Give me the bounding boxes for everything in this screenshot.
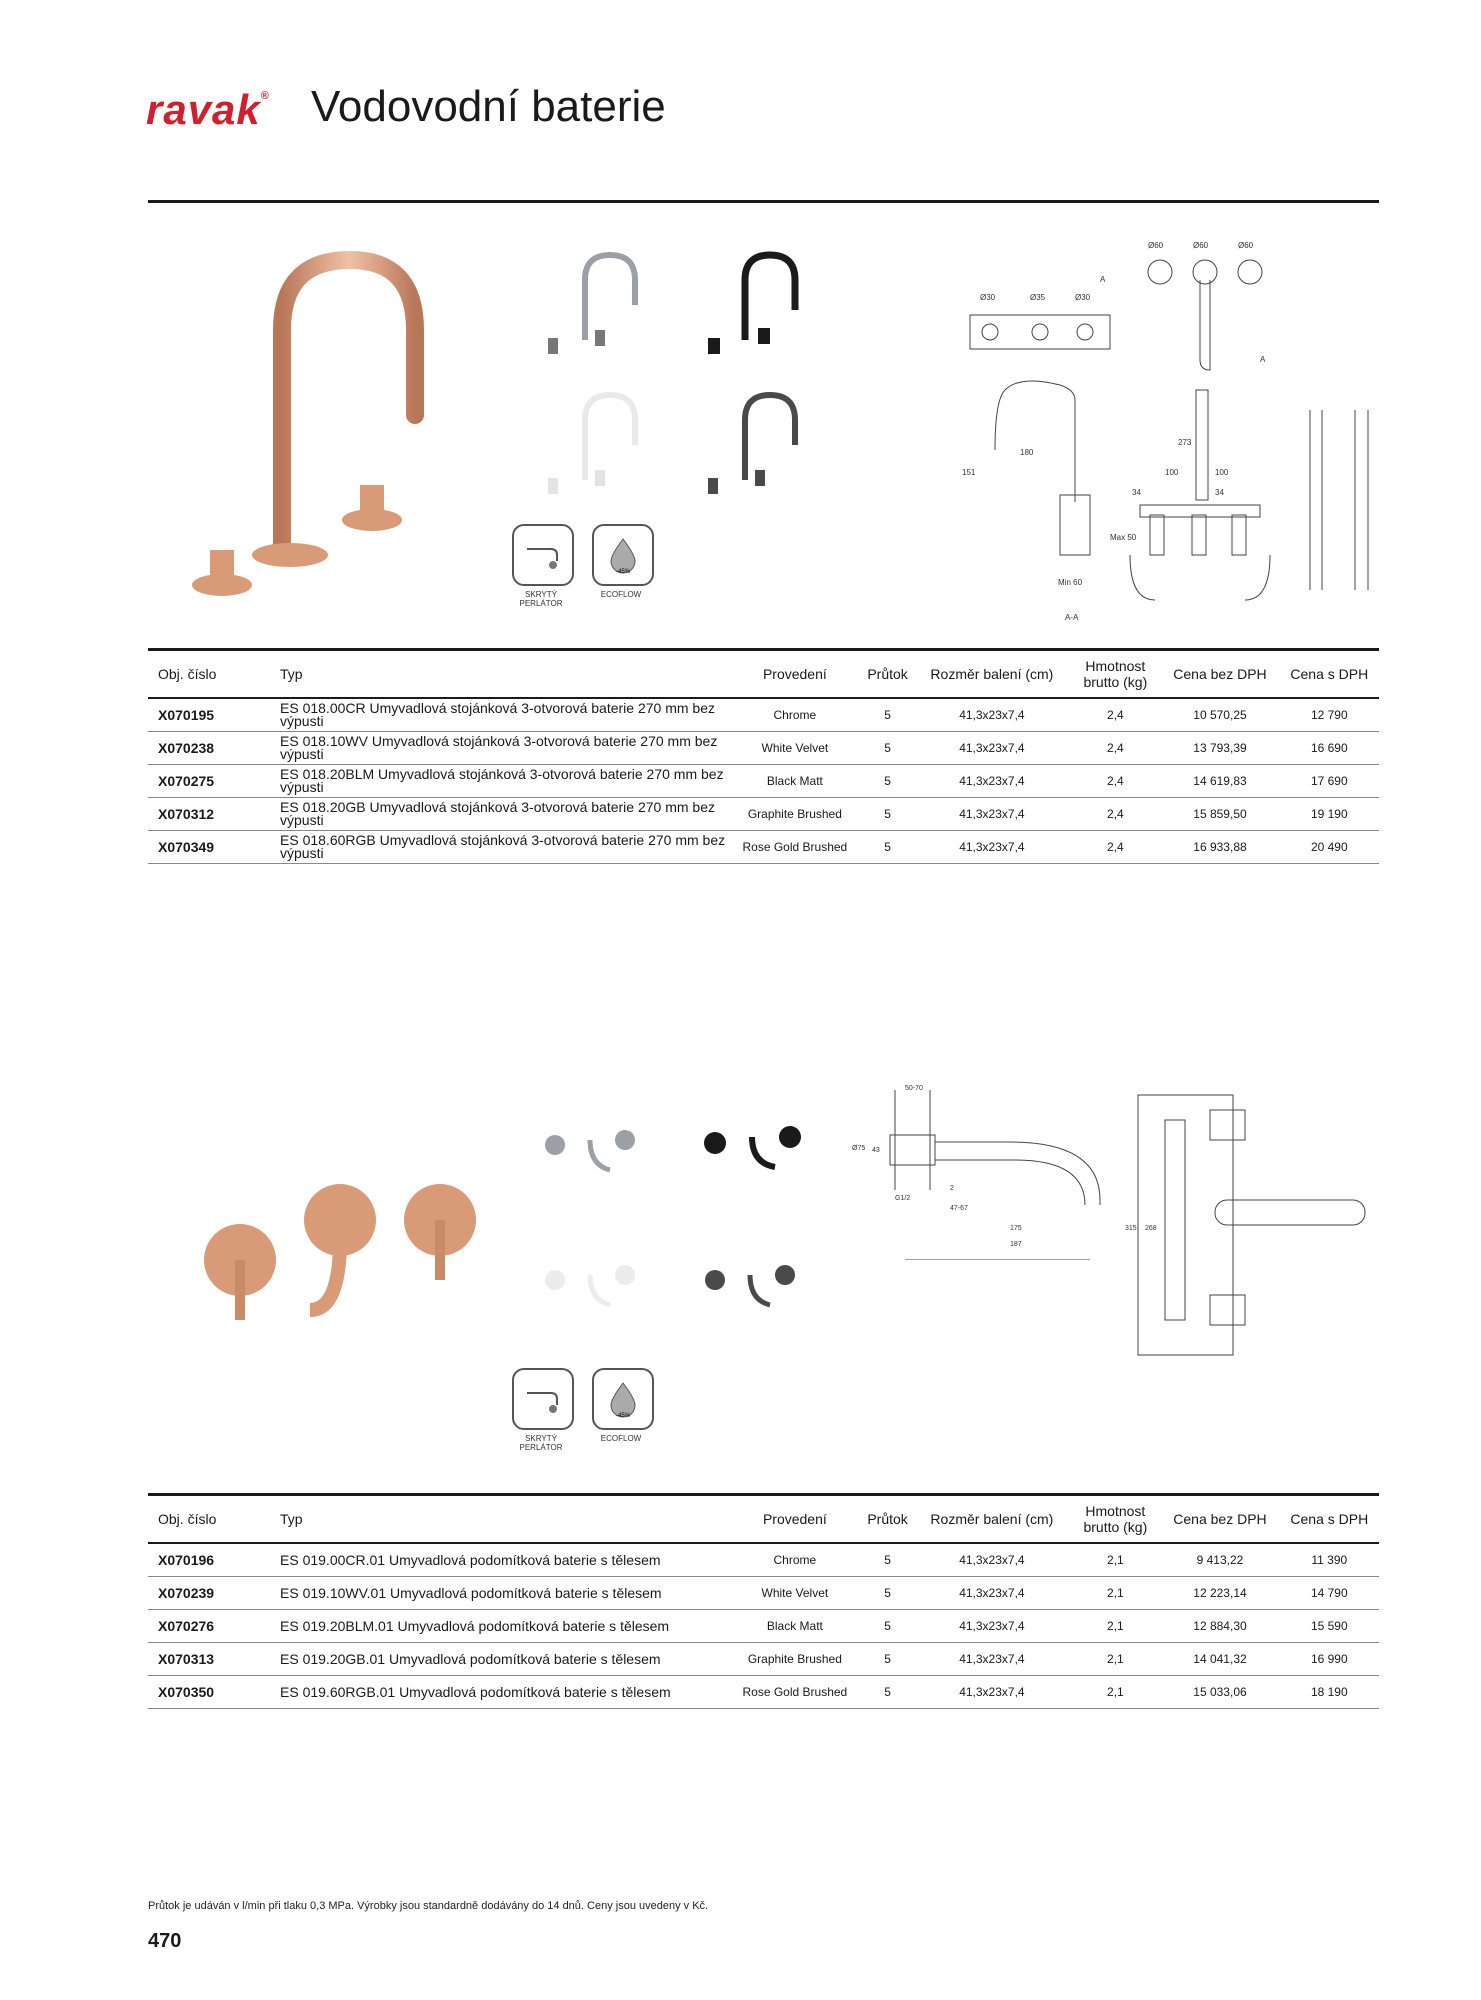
table-cell-finish: White Velvet [728, 732, 862, 765]
technical-drawing-wall-front [1120, 1090, 1380, 1370]
footnote: Průtok je udáván v l/min při tlaku 0,3 MPa. Výrobky jsou standardně dodávány do 14 dnů. Ceny jsou uvedeny v Kč. [148, 1900, 709, 1912]
table-cell-price-gross: 15 590 [1280, 1610, 1379, 1643]
table-cell-code: X070195 [148, 698, 280, 732]
table-cell-price-net: 14 619,83 [1160, 765, 1279, 798]
table-cell-weight: 2,4 [1070, 765, 1160, 798]
product-table-2 [148, 1493, 1379, 1709]
col-package: Rozměr balení (cm) [913, 1495, 1070, 1544]
dim-d60-c: Ø60 [1238, 241, 1254, 250]
wall-faucet-black-image [700, 1115, 810, 1175]
table-cell-price-net: 13 793,39 [1160, 732, 1279, 765]
table-cell-package: 41,3x23x7,4 [913, 798, 1070, 831]
header-divider [148, 200, 1379, 203]
hidden-aerator-label: SKRYTÝ PERLÁTOR [519, 590, 563, 608]
table-cell-flow: 5 [862, 798, 914, 831]
ecoflow-icon [592, 524, 654, 586]
faucet-rose-gold-deck-image [160, 240, 520, 630]
table-cell-price-gross: 19 190 [1280, 798, 1379, 831]
col-type: Typ [280, 650, 728, 699]
dim-d30-b: Ø30 [1075, 293, 1091, 302]
table-cell-code: X070239 [148, 1577, 280, 1610]
dim-273: 273 [1178, 438, 1192, 447]
dim-d75: Ø75 [852, 1145, 866, 1152]
col-weight: Hmotnost brutto (kg) [1070, 1495, 1160, 1544]
registered-mark: ® [260, 90, 270, 102]
page-title: Vodovodní baterie [311, 82, 666, 131]
col-price-net: Cena bez DPH [1160, 650, 1279, 699]
ecoflow-value: -45% [615, 1413, 631, 1419]
table-cell-code: X070275 [148, 765, 280, 798]
hidden-aerator-label: SKRYTÝ PERLÁTOR [519, 1434, 563, 1452]
feature-icons-2 [512, 1368, 654, 1452]
col-flow: Průtok [862, 1495, 914, 1544]
table-cell-code: X070238 [148, 732, 280, 765]
table-row [148, 1577, 1379, 1610]
col-code: Obj. číslo [148, 650, 280, 699]
faucet-white-image [540, 390, 660, 510]
table-cell-price-net: 15 033,06 [1160, 1676, 1279, 1709]
product-table-1 [148, 648, 1379, 864]
dim-151: 151 [962, 468, 976, 477]
dim-268: 268 [1145, 1225, 1157, 1232]
table-cell-code: X070276 [148, 1610, 280, 1643]
table-cell-package: 41,3x23x7,4 [913, 698, 1070, 732]
section-mark-a1: A [1100, 275, 1106, 284]
table-cell-weight: 2,4 [1070, 732, 1160, 765]
dim-100-b: 100 [1215, 468, 1229, 477]
table-cell-weight: 2,1 [1070, 1643, 1160, 1676]
ecoflow-icon [592, 1368, 654, 1430]
ecoflow-label: ECOFLOW [600, 1434, 642, 1443]
table-cell-package: 41,3x23x7,4 [913, 1610, 1070, 1643]
table-cell-weight: 2,1 [1070, 1676, 1160, 1709]
dim-34-b: 34 [1215, 488, 1224, 497]
hidden-aerator-icon [512, 1368, 574, 1430]
table-cell-type: ES 018.00CR Umyvadlová stojánková 3-otvorová baterie 270 mm bez výpusti [280, 698, 728, 732]
table-row [148, 765, 1379, 798]
dim-34-a: 34 [1132, 488, 1141, 497]
table-cell-flow: 5 [862, 1577, 914, 1610]
table-cell-type: ES 018.60RGB Umyvadlová stojánková 3-otvorová baterie 270 mm bez výpusti [280, 831, 728, 864]
table-cell-finish: Black Matt [728, 765, 862, 798]
table-cell-finish: Black Matt [728, 1610, 862, 1643]
table-cell-package: 41,3x23x7,4 [913, 1643, 1070, 1676]
ecoflow-label: ECOFLOW [600, 590, 642, 599]
faucet-chrome-image [540, 250, 660, 370]
table-row [148, 831, 1379, 864]
table-cell-price-net: 14 041,32 [1160, 1643, 1279, 1676]
table-row [148, 698, 1379, 732]
dim-43: 43 [872, 1147, 880, 1154]
table-row [148, 798, 1379, 831]
dim-min60: Min 60 [1058, 578, 1083, 587]
table-cell-package: 41,3x23x7,4 [913, 1676, 1070, 1709]
hidden-aerator-icon [512, 524, 574, 586]
table-cell-price-net: 12 223,14 [1160, 1577, 1279, 1610]
brand-logo [146, 86, 270, 134]
table-cell-flow: 5 [862, 831, 914, 864]
table-cell-finish: Rose Gold Brushed [728, 1676, 862, 1709]
table-cell-code: X070349 [148, 831, 280, 864]
table-cell-type: ES 018.20BLM Umyvadlová stojánková 3-otvorová baterie 270 mm bez výpusti [280, 765, 728, 798]
table-row [148, 732, 1379, 765]
dim-d30-a: Ø30 [980, 293, 996, 302]
table-cell-price-net: 9 413,22 [1160, 1543, 1279, 1577]
table-cell-type: ES 018.10WV Umyvadlová stojánková 3-otvorová baterie 270 mm bez výpusti [280, 732, 728, 765]
table-cell-price-gross: 16 990 [1280, 1643, 1379, 1676]
table-cell-price-gross: 16 690 [1280, 732, 1379, 765]
dim-47-67: 47-67 [950, 1205, 968, 1212]
table-cell-type: ES 019.00CR.01 Umyvadlová podomítková baterie s tělesem [280, 1543, 728, 1577]
table-cell-package: 41,3x23x7,4 [913, 831, 1070, 864]
table-cell-type: ES 019.20BLM.01 Umyvadlová podomítková baterie s tělesem [280, 1610, 728, 1643]
table-cell-package: 41,3x23x7,4 [913, 765, 1070, 798]
dim-max50: Max 50 [1110, 533, 1137, 542]
table-cell-finish: White Velvet [728, 1577, 862, 1610]
dim-g12: G1/2 [895, 1195, 911, 1202]
table-cell-package: 41,3x23x7,4 [913, 732, 1070, 765]
table-cell-flow: 5 [862, 1643, 914, 1676]
col-price-gross: Cena s DPH [1280, 650, 1379, 699]
technical-drawing-wall-side [850, 1080, 1110, 1260]
table-cell-price-gross: 14 790 [1280, 1577, 1379, 1610]
table-cell-package: 41,3x23x7,4 [913, 1577, 1070, 1610]
table-cell-price-gross: 17 690 [1280, 765, 1379, 798]
dim-50-70: 50-70 [905, 1085, 923, 1092]
col-flow: Průtok [862, 650, 914, 699]
page-number: 470 [148, 1930, 182, 1952]
technical-drawing-deck-mixer [960, 240, 1380, 630]
table-cell-price-net: 15 859,50 [1160, 798, 1279, 831]
feature-icons-1 [512, 524, 654, 608]
table-cell-code: X070312 [148, 798, 280, 831]
table-cell-flow: 5 [862, 765, 914, 798]
table-cell-code: X070313 [148, 1643, 280, 1676]
table-cell-weight: 2,4 [1070, 698, 1160, 732]
dim-d60-b: Ø60 [1193, 241, 1209, 250]
wall-faucet-graphite-image [700, 1255, 810, 1315]
wall-faucet-white-image [540, 1255, 650, 1315]
table-row [148, 1543, 1379, 1577]
table-cell-flow: 5 [862, 1610, 914, 1643]
table-cell-finish: Graphite Brushed [728, 798, 862, 831]
table-cell-price-gross: 11 390 [1280, 1543, 1379, 1577]
dim-315: 315 [1125, 1225, 1137, 1232]
table-cell-price-net: 12 884,30 [1160, 1610, 1279, 1643]
dim-d35: Ø35 [1030, 293, 1046, 302]
table-cell-price-gross: 12 790 [1280, 698, 1379, 732]
col-package: Rozměr balení (cm) [913, 650, 1070, 699]
section-mark-a2: A [1260, 355, 1266, 364]
col-finish: Provedení [728, 1495, 862, 1544]
section-label-aa: A-A [1065, 613, 1079, 622]
faucet-rose-gold-wall-image [190, 1180, 490, 1380]
col-code: Obj. číslo [148, 1495, 280, 1544]
table-cell-weight: 2,4 [1070, 798, 1160, 831]
table-cell-price-net: 10 570,25 [1160, 698, 1279, 732]
faucet-graphite-image [700, 390, 820, 510]
col-price-net: Cena bez DPH [1160, 1495, 1279, 1544]
col-finish: Provedení [728, 650, 862, 699]
table-cell-type: ES 019.10WV.01 Umyvadlová podomítková baterie s tělesem [280, 1577, 728, 1610]
wall-faucet-chrome-image [540, 1120, 650, 1180]
dim-2: 2 [950, 1185, 954, 1192]
dim-187: 187 [1010, 1241, 1022, 1248]
table-row [148, 1643, 1379, 1676]
table-cell-type: ES 019.20GB.01 Umyvadlová podomítková baterie s tělesem [280, 1643, 728, 1676]
dim-180: 180 [1020, 448, 1034, 457]
table-cell-finish: Rose Gold Brushed [728, 831, 862, 864]
table-cell-price-gross: 20 490 [1280, 831, 1379, 864]
table-cell-weight: 2,1 [1070, 1543, 1160, 1577]
table-cell-finish: Chrome [728, 698, 862, 732]
table-cell-flow: 5 [862, 732, 914, 765]
faucet-black-image [700, 250, 820, 370]
dim-100-a: 100 [1165, 468, 1179, 477]
col-price-gross: Cena s DPH [1280, 1495, 1379, 1544]
table-cell-price-net: 16 933,88 [1160, 831, 1279, 864]
table-cell-code: X070350 [148, 1676, 280, 1709]
table-cell-finish: Graphite Brushed [728, 1643, 862, 1676]
table-cell-type: ES 018.20GB Umyvadlová stojánková 3-otvorová baterie 270 mm bez výpusti [280, 798, 728, 831]
table-cell-package: 41,3x23x7,4 [913, 1543, 1070, 1577]
col-weight: Hmotnost brutto (kg) [1070, 650, 1160, 699]
table-row [148, 1610, 1379, 1643]
ecoflow-value: -45% [615, 569, 631, 575]
table-cell-weight: 2,1 [1070, 1577, 1160, 1610]
col-type: Typ [280, 1495, 728, 1544]
table-cell-flow: 5 [862, 1676, 914, 1709]
table-row [148, 1676, 1379, 1709]
table-cell-type: ES 019.60RGB.01 Umyvadlová podomítková baterie s tělesem [280, 1676, 728, 1709]
dim-d60-a: Ø60 [1148, 241, 1164, 250]
table-cell-code: X070196 [148, 1543, 280, 1577]
dim-175: 175 [1010, 1225, 1022, 1232]
brand-name: ravak [146, 86, 261, 133]
table-cell-weight: 2,1 [1070, 1610, 1160, 1643]
table-cell-flow: 5 [862, 1543, 914, 1577]
table-cell-weight: 2,4 [1070, 831, 1160, 864]
table-cell-price-gross: 18 190 [1280, 1676, 1379, 1709]
table-cell-finish: Chrome [728, 1543, 862, 1577]
table-cell-flow: 5 [862, 698, 914, 732]
